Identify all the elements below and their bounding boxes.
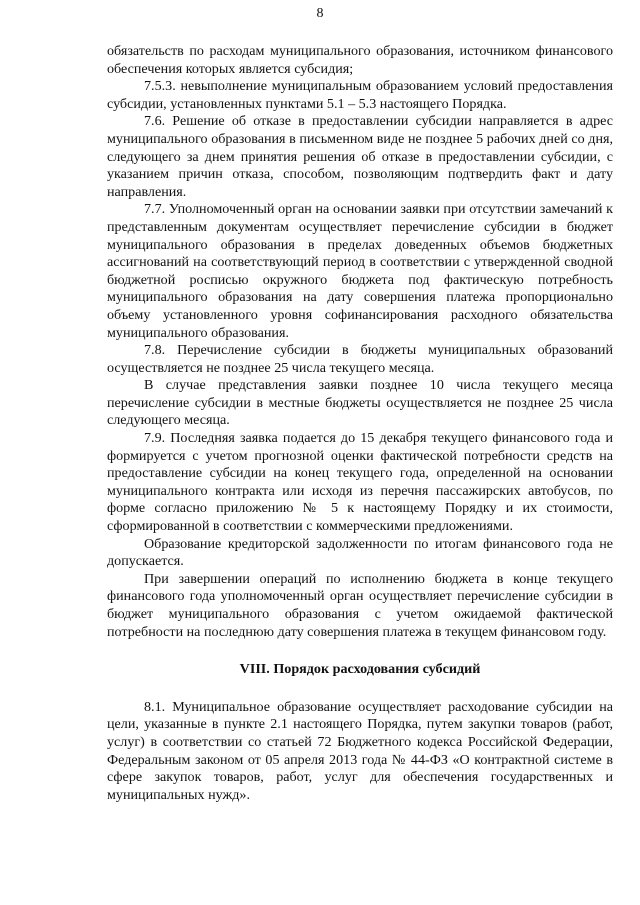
paragraph-continuation: обязательств по расходам муниципального образования, источником финансового обеспечения которых является субсидия; [107,43,613,77]
paragraph-payables: Образование кредиторской задолженности по итогам финансового года не допускается. [107,535,613,570]
document-body [107,43,613,804]
paragraph-8-1: 8.1. Муниципальное образование осуществляет расходование субсидии на цели, указанные в пункте 2.1 настоящего Порядка, путем закупки товаров (работ, услуг) в соответствии со статьей 72 Бюджетного кодекса Российской Федерации, Федеральным законом от 05 апреля 2013 года № 44-ФЗ «О контрактной системе в сфере закупок товаров, работ, услуг для обеспечения государственных и муниципальных нужд». [107,698,613,803]
paragraph-7-6: 7.6. Решение об отказе в предоставлении субсидии направляется в адрес муниципального образования в письменном виде не позднее 5 рабочих дней со дня, следующего за днем принятия решения об отказе в предоставлении субсидии, с указанием причин отказа, способом, позволяющим подтвердить факт и дату направления. [107,113,613,200]
paragraph-7-5-3: 7.5.3. невыполнение муниципальным образованием условий предоставления субсидии, установленных пунктами 5.1 – 5.3 настоящего Порядка. [107,78,613,112]
paragraph-7-7: 7.7. Уполномоченный орган на основании заявки при отсутствии замечаний к представленным документам осуществляет перечисление субсидии в бюджет муниципального образования в пределах доведенных объемов бюджетных ассигнований на соответствующий период в соответствии с утвержденной сводной бюджетной росписью окружного бюджета под фактическую потребность муниципального образования на дату совершения платежа пропорционально объему установленного уровня софинансирования расходного обязательства муниципального образования. [107,201,613,341]
section-heading: VIII. Порядок расходования субсидий [239,661,481,678]
paragraph-year-end: При завершении операций по исполнению бюджета в конце текущего финансового года уполномоченный орган осуществляет перечисление субсидии в бюджет муниципального образования с учетом ожидаемой фактической потребности на последнюю дату совершения платежа в текущем финансовом году. [107,570,613,640]
paragraph-7-9: 7.9. Последняя заявка подается до 15 декабря текущего финансового года и формируется с учетом прогнозной оценки фактической потребности средств на предоставление субсидии на конец текущего года, определенной на основании муниципального контракта или исходя из перечня пассажирских автобусов, по форме согласно приложению № 5 к настоящему Порядку и их стоимости, сформированной в соответствии с коммерческими предложениями. [107,430,613,535]
page-number: 8 [316,6,324,21]
paragraph-late-application: В случае представления заявки позднее 10 числа текущего месяца перечисление субсидии в местные бюджеты осуществляется не позднее 25 числа следующего месяца. [107,377,613,429]
paragraph-7-8: 7.8. Перечисление субсидии в бюджеты муниципальных образований осуществляется не позднее 25 числа текущего месяца. [107,342,613,376]
